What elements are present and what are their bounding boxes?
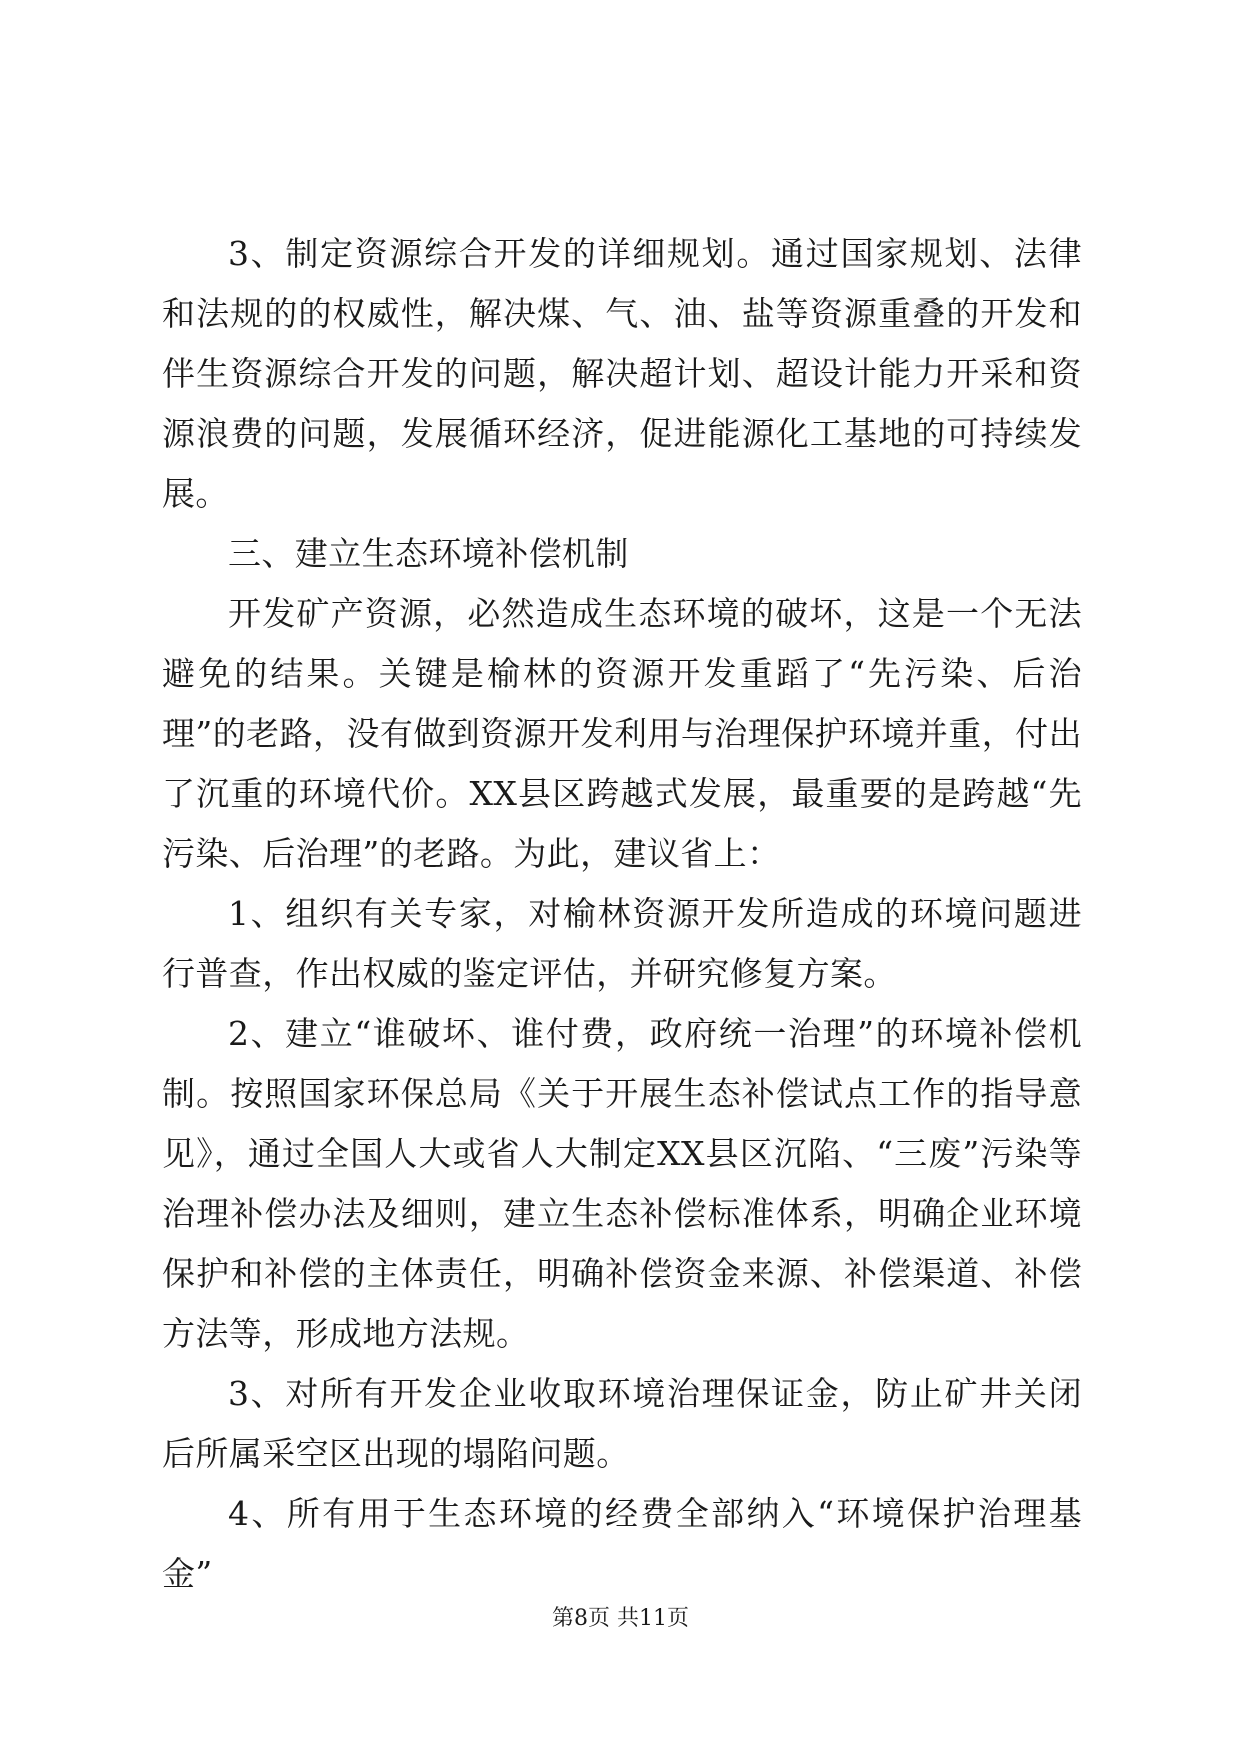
document-body — [162, 224, 1082, 1604]
page-number: 第8页 共11页 — [552, 1606, 689, 1631]
section-heading-compensation: 三、建立生态环境补偿机制 — [228, 534, 629, 573]
page-footer — [0, 1604, 1241, 1634]
paragraph-item-4: 4、所有用于生态环境的经费全部纳入“环境保护治理基金” — [162, 1494, 1082, 1593]
paragraph-item-1: 1、组织有关专家，对榆林资源开发所造成的环境问题进行普查，作出权威的鉴定评估，并研究修复方案。 — [162, 894, 1082, 993]
paragraph-intro: 开发矿产资源，必然造成生态环境的破坏，这是一个无法避免的结果。关键是榆林的资源开发重蹈了“先污染、后治理”的老路，没有做到资源开发利用与治理保护环境并重，付出了沉重的环境代价。XX县区跨越式发展，最重要的是跨越“先污染、后治理”的老路。为此，建议省上： — [162, 594, 1082, 873]
paragraph-item-3: 3、对所有开发企业收取环境治理保证金，防止矿井关闭后所属采空区出现的塌陷问题。 — [162, 1374, 1082, 1473]
paragraph-plan: 3、制定资源综合开发的详细规划。通过国家规划、法律和法规的的权威性，解决煤、气、油、盐等资源重叠的开发和伴生资源综合开发的问题，解决超计划、超设计能力开采和资源浪费的问题，发展循环经济，促进能源化工基地的可持续发展。 — [162, 234, 1082, 513]
paragraph-item-2: 2、建立“谁破坏、谁付费，政府统一治理”的环境补偿机制。按照国家环保总局《关于开展生态补偿试点工作的指导意见》，通过全国人大或省人大制定XX县区沉陷、“三废”污染等治理补偿办法及细则，建立生态补偿标准体系，明确企业环境保护和补偿的主体责任，明确补偿资金来源、补偿渠道、补偿方法等，形成地方法规。 — [162, 1014, 1082, 1353]
